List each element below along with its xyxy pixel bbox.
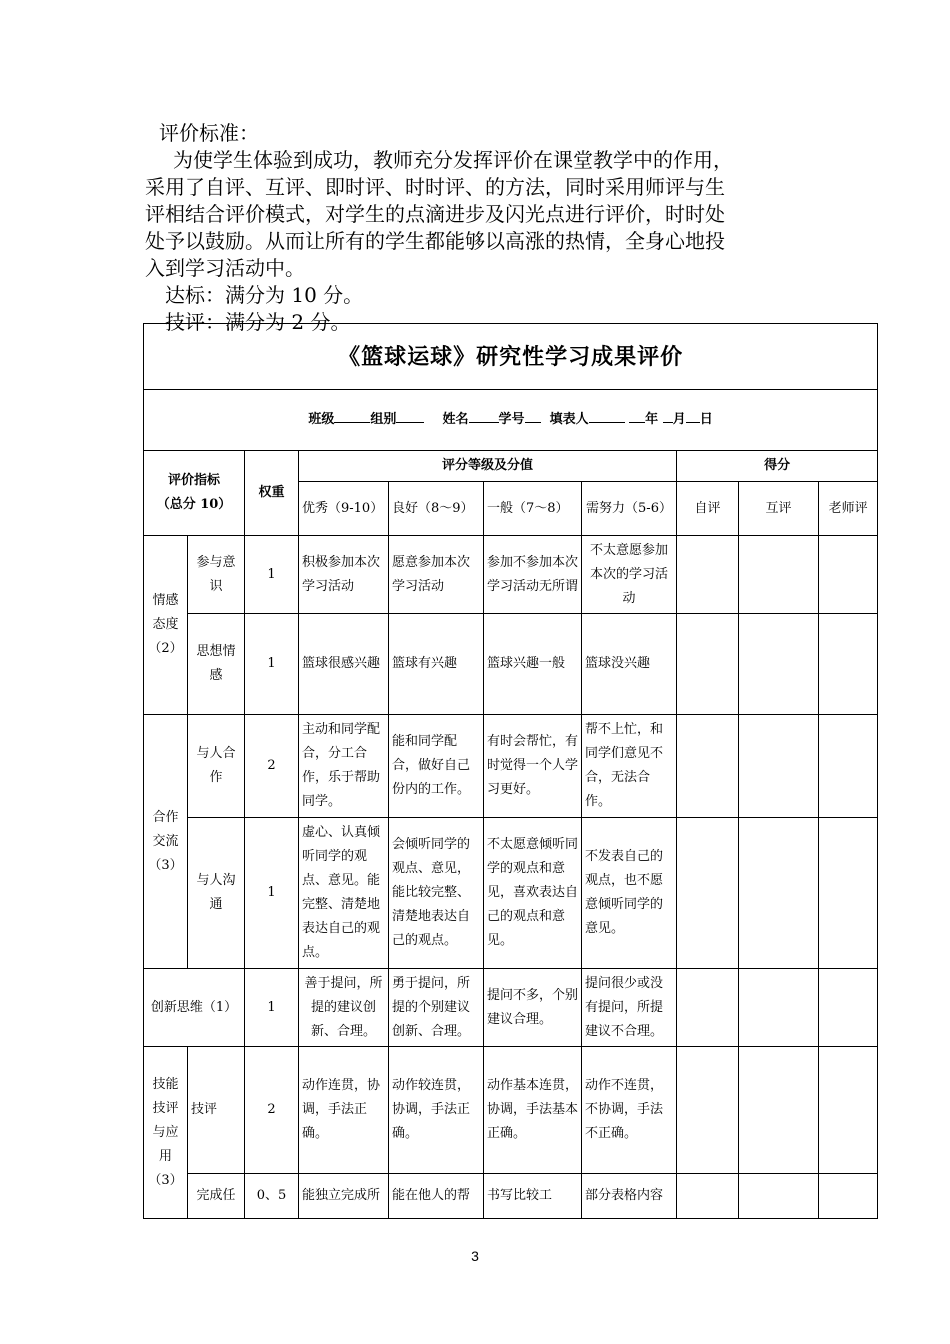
level-cell: 篮球很感兴趣 <box>299 614 389 715</box>
score-header: 得分 <box>677 451 878 482</box>
sub-indicator-cell: 思想情感 <box>188 614 245 715</box>
class-blank[interactable] <box>334 408 370 423</box>
level-excellent-header: 优秀（9-10） <box>299 482 389 536</box>
level-cell: 不发表自己的观点，也不愿意倾听同学的意见。 <box>582 818 677 969</box>
year-label: 年 <box>645 412 659 427</box>
teacher-score-cell[interactable] <box>819 536 878 614</box>
level-cell: 能独立完成所 <box>299 1174 389 1219</box>
filler-blank[interactable] <box>589 408 625 423</box>
level-cell: 能在他人的帮 <box>389 1174 484 1219</box>
indicator-header <box>144 451 245 536</box>
class-label: 班级 <box>308 412 335 427</box>
table-row <box>144 536 878 614</box>
group-cell: 创新思维（1） <box>144 969 245 1047</box>
sub-indicator-cell: 与人合作 <box>188 715 245 818</box>
level-cell: 勇于提问，所提的个别建议创新、合理。 <box>389 969 484 1047</box>
teacher-score-cell[interactable] <box>819 715 878 818</box>
level-cell: 善于提问，所提的建议创新、合理。 <box>299 969 389 1047</box>
table-row <box>144 1047 878 1174</box>
level-cell: 动作不连贯，不协调，手法不正确。 <box>582 1047 677 1174</box>
peer-score-cell[interactable] <box>739 969 819 1047</box>
intro-line: 评相结合评价模式，对学生的点滴进步及闪光点进行评价，时时处 <box>145 202 725 226</box>
intro-line: 入到学习活动中。 <box>145 256 305 280</box>
month-label: 月 <box>672 412 686 427</box>
level-cell: 动作较连贯，协调，手法正确。 <box>389 1047 484 1174</box>
level-cell: 主动和同学配合，分工合作，乐于帮助同学。 <box>299 715 389 818</box>
intro-line: 采用了自评、互评、即时评、时时评、的方法，同时采用师评与生 <box>145 175 725 199</box>
peer-score-header: 互评 <box>739 482 819 536</box>
day-label: 日 <box>699 412 713 427</box>
level-cell: 提问很少或没有提问，所提建议不合理。 <box>582 969 677 1047</box>
self-score-cell[interactable] <box>677 1174 739 1219</box>
self-score-cell[interactable] <box>677 715 739 818</box>
table-row <box>144 715 878 818</box>
weight-cell: 2 <box>245 1047 299 1174</box>
criteria-heading: 评价标准： <box>159 121 259 145</box>
level-cell: 会倾听同学的观点、意见，能比较完整、清楚地表达自己的观点。 <box>389 818 484 969</box>
intro-section <box>145 120 825 336</box>
level-cell: 书写比较工 <box>484 1174 582 1219</box>
weight-cell: 1 <box>245 818 299 969</box>
intro-line: 处予以鼓励。从而让所有的学生都能够以高涨的热情，全身心地投 <box>145 229 725 253</box>
name-label: 姓名 <box>442 412 469 427</box>
standard-score-line: 达标：满分为 10 分。 <box>165 283 364 307</box>
level-cell: 帮不上忙，和同学们意见不合，无法合作。 <box>582 715 677 818</box>
skill-score-line: 技评：满分为 2 分。 <box>165 310 351 334</box>
peer-score-cell[interactable] <box>739 818 819 969</box>
level-cell: 愿意参加本次学习活动 <box>389 536 484 614</box>
number-label: 学号 <box>498 412 525 427</box>
table-row <box>144 818 878 969</box>
levels-header: 评分等级及分值 <box>299 451 677 482</box>
level-cell: 篮球没兴趣 <box>582 614 677 715</box>
peer-score-cell[interactable] <box>739 536 819 614</box>
self-score-cell[interactable] <box>677 536 739 614</box>
group-cell: 技能技评与应用（3） <box>144 1047 188 1219</box>
filler-label: 填表人 <box>549 412 589 427</box>
sub-indicator-cell: 完成任 <box>188 1174 245 1219</box>
group-cell: 合作交流（3） <box>144 715 188 969</box>
level-improve-header: 需努力（5-6） <box>582 482 677 536</box>
teacher-score-cell[interactable] <box>819 818 878 969</box>
weight-header: 权重 <box>245 451 299 536</box>
table-row <box>144 969 878 1047</box>
group-label: 组别 <box>370 412 397 427</box>
weight-cell: 1 <box>245 969 299 1047</box>
table-row <box>144 1174 878 1219</box>
level-cell: 动作连贯，协调，手法正确。 <box>299 1047 389 1174</box>
indicator-label: 评价指标 <box>167 473 220 488</box>
level-cell: 篮球兴趣一般 <box>484 614 582 715</box>
sub-indicator-cell: 技评 <box>188 1047 245 1174</box>
month-blank[interactable] <box>663 408 673 423</box>
teacher-score-header: 老师评 <box>819 482 878 536</box>
peer-score-cell[interactable] <box>739 715 819 818</box>
level-cell: 积极参加本次学习活动 <box>299 536 389 614</box>
teacher-score-cell[interactable] <box>819 1174 878 1219</box>
teacher-score-cell[interactable] <box>819 969 878 1047</box>
level-good-header: 良好（8～9） <box>389 482 484 536</box>
info-line <box>144 390 878 451</box>
group-blank[interactable] <box>396 408 424 423</box>
teacher-score-cell[interactable] <box>819 614 878 715</box>
peer-score-cell[interactable] <box>739 1047 819 1174</box>
name-blank[interactable] <box>469 408 499 423</box>
level-cell: 有时会帮忙，有时觉得一个人学习更好。 <box>484 715 582 818</box>
level-cell: 部分表格内容 <box>582 1174 677 1219</box>
weight-cell: 2 <box>245 715 299 818</box>
self-score-cell[interactable] <box>677 818 739 969</box>
level-average-header: 一般（7～8） <box>484 482 582 536</box>
group-cell: 情感态度（2） <box>144 536 188 715</box>
year-blank[interactable] <box>629 408 645 423</box>
self-score-header: 自评 <box>677 482 739 536</box>
teacher-score-cell[interactable] <box>819 1047 878 1174</box>
level-cell: 不太愿意倾听同学的观点和意见，喜欢表达自己的观点和意见。 <box>484 818 582 969</box>
sub-indicator-cell: 与人沟通 <box>188 818 245 969</box>
level-cell: 不太意愿参加本次的学习活动 <box>582 536 677 614</box>
level-cell: 虚心、认真倾听同学的观点、意见。能完整、清楚地表达自己的观点。 <box>299 818 389 969</box>
table-row <box>144 614 878 715</box>
self-score-cell[interactable] <box>677 1047 739 1174</box>
weight-cell: 0、5 <box>245 1174 299 1219</box>
day-blank[interactable] <box>686 408 700 423</box>
level-cell: 动作基本连贯，协调，手法基本正确。 <box>484 1047 582 1174</box>
weight-cell: 1 <box>245 536 299 614</box>
sub-indicator-cell: 参与意识 <box>188 536 245 614</box>
evaluation-table <box>143 323 878 1219</box>
peer-score-cell[interactable] <box>739 614 819 715</box>
total-label: （总分 10） <box>156 497 232 512</box>
level-cell: 参加不参加本次学习活动无所谓 <box>484 536 582 614</box>
level-cell: 提问不多，个别建议合理。 <box>484 969 582 1047</box>
intro-line: 为使学生体验到成功，教师充分发挥评价在课堂教学中的作用， <box>173 148 733 172</box>
self-score-cell[interactable] <box>677 614 739 715</box>
page-number: 3 <box>471 1248 479 1264</box>
self-score-cell[interactable] <box>677 969 739 1047</box>
weight-cell: 1 <box>245 614 299 715</box>
peer-score-cell[interactable] <box>739 1174 819 1219</box>
level-cell: 篮球有兴趣 <box>389 614 484 715</box>
level-cell: 能和同学配合，做好自己份内的工作。 <box>389 715 484 818</box>
table-title: 《篮球运球》研究性学习成果评价 <box>144 324 878 390</box>
number-blank[interactable] <box>525 408 541 423</box>
